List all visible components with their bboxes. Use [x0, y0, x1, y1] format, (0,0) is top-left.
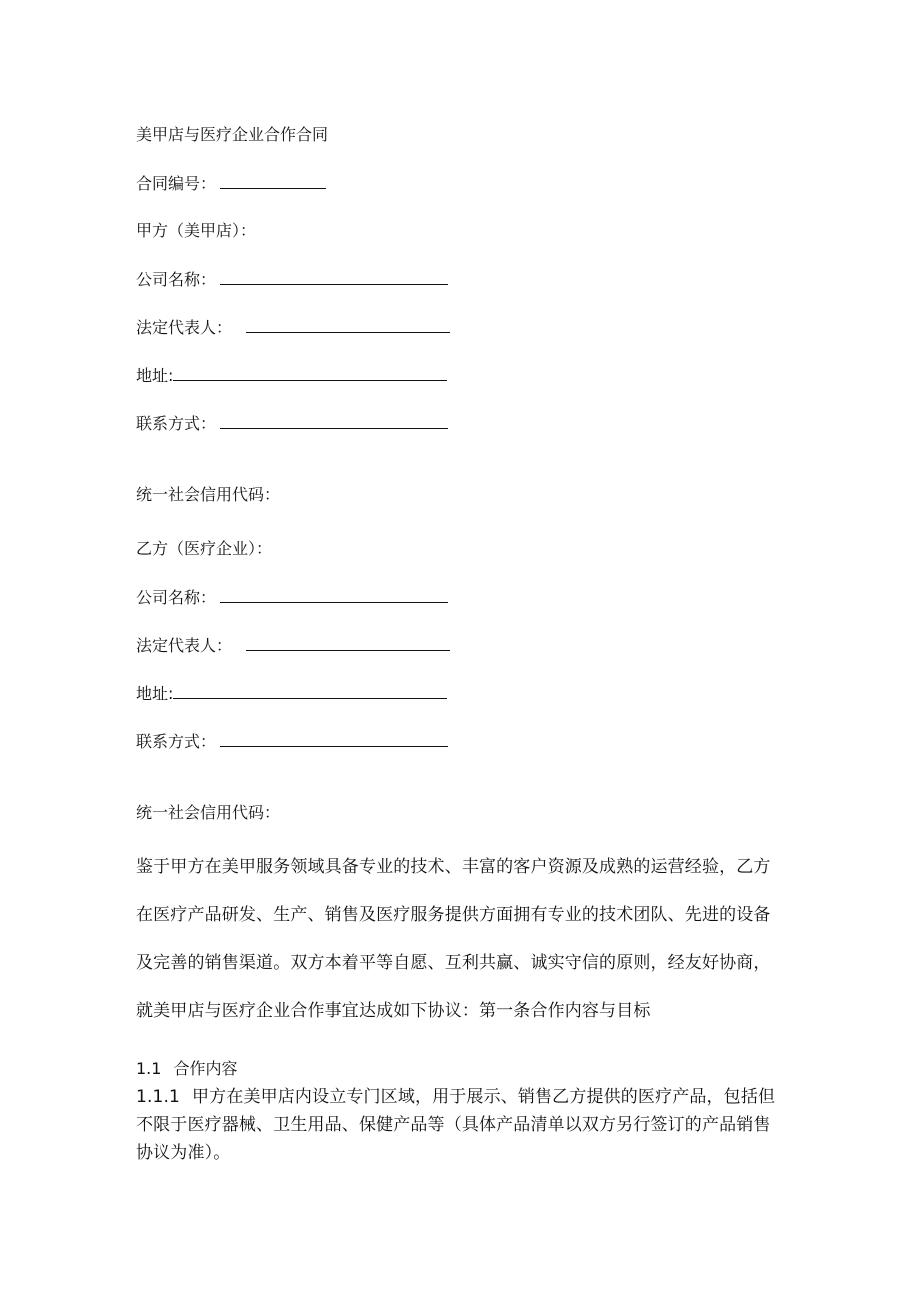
party-b-credit-code-label: 统一社会信用代码：: [136, 803, 281, 822]
party-a-company-name-row: [136, 268, 448, 290]
party-a-credit-code-label: 统一社会信用代码：: [136, 485, 281, 504]
party-a-heading: 甲方（美甲店）：: [136, 221, 257, 240]
party-b-address-label: 地址:: [136, 684, 174, 703]
clause-1-1-1-line-3: 协议为准）。: [136, 1143, 231, 1163]
party-b-address-row: [136, 682, 447, 704]
party-a-company-name-label: 公司名称：: [136, 270, 217, 289]
section-1-1-number: 1.1: [136, 1059, 162, 1078]
party-b-company-name-blank: [220, 586, 448, 603]
preamble-line-3: 及完善的销售渠道。双方本着平等自愿、互利共赢、诚实守信的原则，经友好协商，: [136, 953, 771, 973]
contract-number-blank: [220, 172, 326, 189]
contract-number-label: 合同编号：: [136, 174, 217, 193]
party-b-credit-code-row: [136, 802, 280, 824]
clause-1-1-1-number: 1.1.1: [136, 1087, 181, 1107]
party-a-legal-rep-label: 法定代表人：: [136, 318, 233, 337]
clause-1-1-1-line-2: 不限于医疗器械、卫生用品、保健产品等（具体产品清单以双方另行签订的产品销售: [136, 1115, 771, 1135]
clause-1-1-1-line-1: [136, 1086, 776, 1108]
party-b-contact-label: 联系方式：: [136, 732, 217, 751]
party-a-legal-rep-row: [136, 316, 450, 338]
party-b-contact-blank: [220, 730, 448, 747]
party-a-legal-rep-blank: [246, 316, 450, 333]
party-a-contact-row: [136, 412, 448, 434]
party-b-legal-rep-row: [136, 634, 450, 656]
party-a-address-blank: [173, 364, 447, 381]
party-a-address-label: 地址:: [136, 366, 174, 385]
section-1-1-heading: [136, 1058, 237, 1080]
party-a-contact-label: 联系方式：: [136, 414, 217, 433]
party-b-company-name-label: 公司名称：: [136, 588, 217, 607]
section-1-1-title: 合作内容: [173, 1059, 238, 1078]
preamble-line-4: 就美甲店与医疗企业合作事宜达成如下协议：第一条合作内容与目标: [136, 1001, 651, 1021]
party-a-address-row: [136, 364, 447, 386]
preamble-line-2: 在医疗产品研发、生产、销售及医疗服务提供方面拥有专业的技术团队、先进的设备: [136, 905, 771, 925]
contract-number-row: [136, 172, 326, 194]
party-b-company-name-row: [136, 586, 448, 608]
clause-1-1-1-text-1: 甲方在美甲店内设立专门区域，用于展示、销售乙方提供的医疗产品，包括但: [192, 1087, 776, 1107]
preamble-line-1: 鉴于甲方在美甲服务领域具备专业的技术、丰富的客户资源及成熟的运营经验，乙方: [136, 857, 771, 877]
party-a-credit-code-row: [136, 484, 280, 506]
party-b-legal-rep-label: 法定代表人：: [136, 636, 233, 655]
party-b-heading: 乙方（医疗企业）：: [136, 539, 273, 558]
party-a-company-name-blank: [220, 268, 448, 285]
document-title: 美甲店与医疗企业合作合同: [136, 125, 329, 144]
party-b-address-blank: [173, 682, 447, 699]
party-b-legal-rep-blank: [246, 634, 450, 651]
party-b-contact-row: [136, 730, 448, 752]
party-a-contact-blank: [220, 412, 448, 429]
